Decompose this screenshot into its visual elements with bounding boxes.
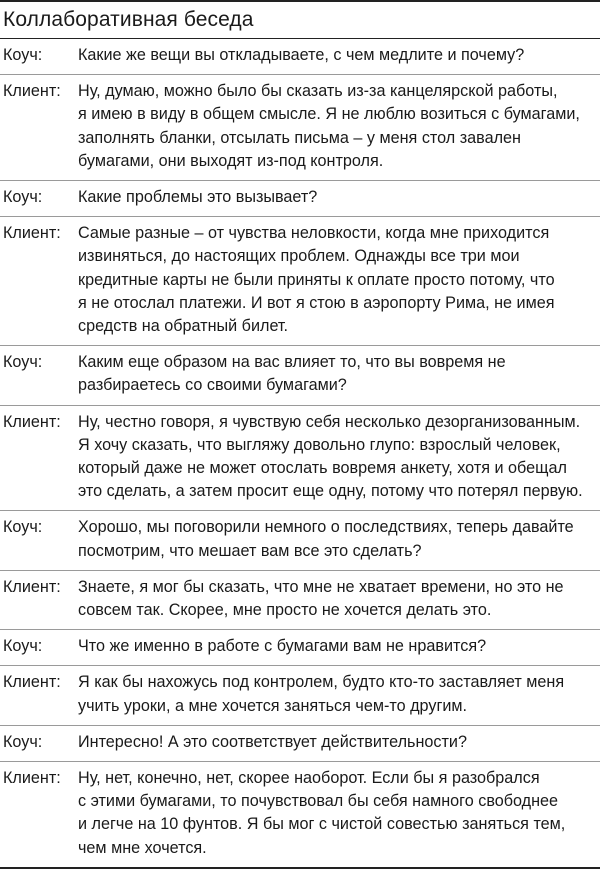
speaker-label: Клиент: [3,577,61,596]
speaker-label: Коуч: [3,353,43,372]
dialogue-row [0,217,600,346]
speaker-label: Клиент: [3,412,61,431]
dialogue-row [0,346,600,405]
utterance-text: Ну, думаю, можно было бы сказать из-за канцелярской работы, я имею в виду в общем смысле. Я не люблю возиться с бумагами, заполнять бланки, отсылать письма – у меня стол завален бумагами, они выходят из-под контроля. [78,82,580,170]
speaker-label: Коуч: [3,637,43,656]
speaker-label: Коуч: [3,46,43,64]
dialogue-row [0,181,600,217]
speaker-label: Коуч: [3,188,43,207]
utterance-text: Каким еще образом на вас влияет то, что вы вовремя не разбираетесь со своими бумагами? [78,353,506,395]
utterance-text: Хорошо, мы поговорили немного о последствиях, теперь давайте посмотрим, что мешает вам все это сделать? [78,518,574,560]
speaker-label: Клиент: [3,769,61,788]
dialogue-row [0,511,600,570]
speaker-label: Клиент: [3,673,61,692]
utterance-text: Какие проблемы это вызывает? [78,188,318,207]
speaker-label: Коуч: [3,518,43,537]
utterance-text: Что же именно в работе с бумагами вам не нравится? [78,637,487,656]
utterance-text: Самые разные – от чувства неловкости, когда мне приходится извиняться, до настоящих проблем. Однажды все три мои кредитные карты не были приняты к оплате просто потому, что я не отослал платежи. И вот я стою в аэропорту Рима, не имея средств на обратный билет. [78,224,555,336]
utterance-text: Знаете, я мог бы сказать, что мне не хватает времени, но это не совсем так. Скорее, мне просто не хочется делать это. [78,577,564,620]
utterance-text: Ну, нет, конечно, нет, скорее наоборот. Если бы я разобрался с этими бумагами, то почувствовал бы себя намного свободнее и легче на 10 фунтов. Я бы мог с чистой совестью заняться тем, чем мне хочется. [78,769,566,857]
utterance-text: Ну, честно говоря, я чувствую себя несколько дезорганизованным. Я хочу сказать, что выгляжу довольно глупо: взрослый человек, который даже не может отослать вовремя анкету, хотя и обещал это сделать, а затем просит еще одну, потому что потерял первую. [78,412,583,501]
dialogue-row [0,726,600,762]
dialogue-row [0,762,600,869]
speaker-label: Клиент: [3,224,61,243]
table-title: Коллаборативная беседа [0,0,600,39]
utterance-text: Я как бы нахожусь под контролем, будто кто-то заставляет меня учить уроки, а мне хочется заняться чем-то другим. [78,673,565,715]
dialogue-row [0,571,600,630]
utterance-text: Интересно! А это соответствует действительности? [78,732,467,751]
dialogue-row [0,406,600,512]
speaker-label: Коуч: [3,732,43,751]
speaker-label: Клиент: [3,82,61,101]
dialogue-row [0,39,600,75]
dialogue-row [0,630,600,666]
utterance-text: Какие же вещи вы откладываете, с чем медлите и почему? [78,46,525,64]
dialogue-row [0,75,600,181]
dialogue-row [0,666,600,725]
